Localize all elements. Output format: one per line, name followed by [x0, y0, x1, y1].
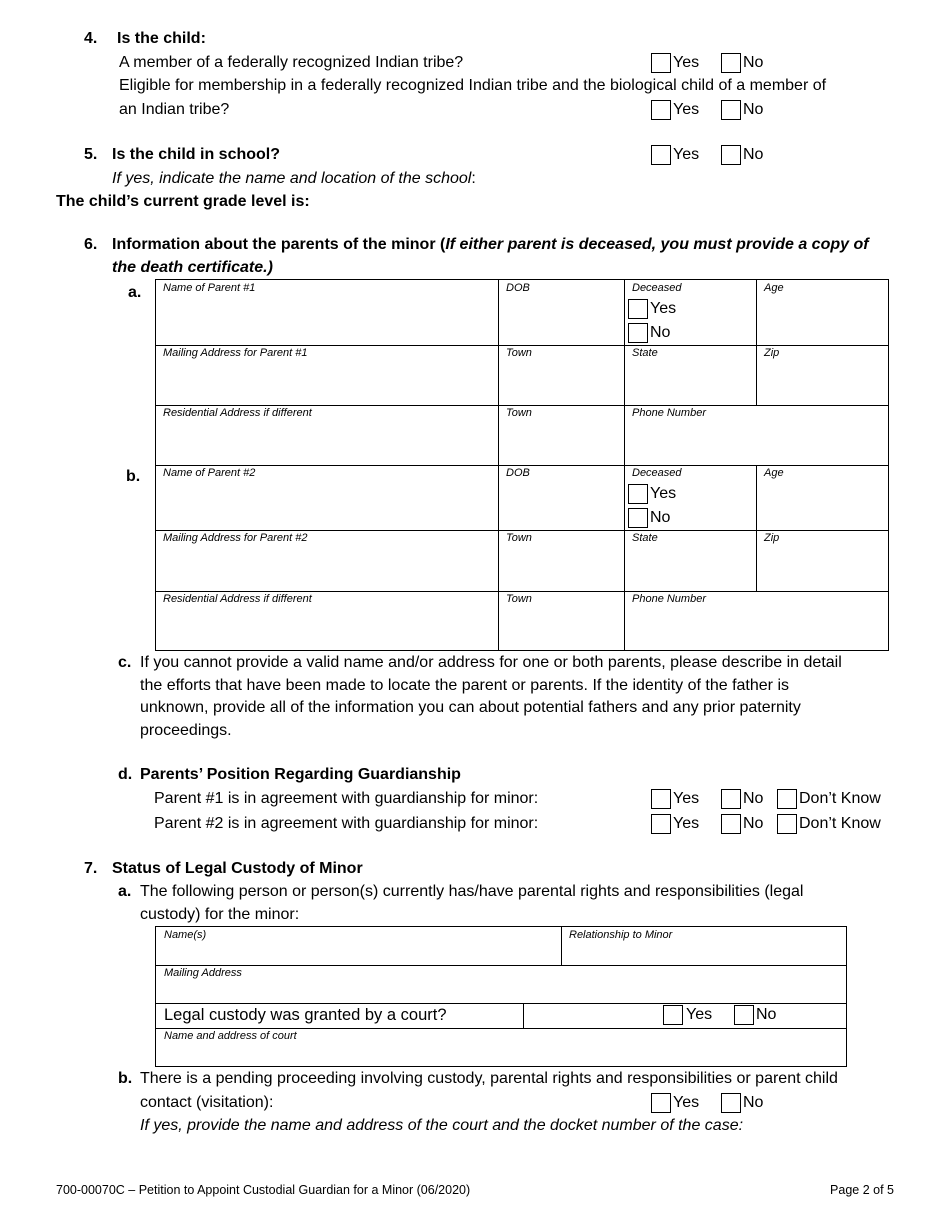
parent2-zip-field[interactable]: Zip [764, 532, 780, 544]
checkbox[interactable] [628, 508, 648, 528]
q6d-parent1-yes[interactable]: Yes [651, 789, 699, 809]
q6d-parent2-no[interactable]: No [721, 814, 763, 834]
footer-page-number: Page 2 of 5 [830, 1183, 894, 1197]
q6c-line2: the efforts that have been made to locate the parent or parents. If the identity of the father is [140, 677, 789, 694]
q7-title: Status of Legal Custody of Minor [112, 860, 363, 877]
checkbox[interactable] [734, 1005, 754, 1025]
custody-names-field[interactable]: Name(s) [164, 929, 207, 941]
q6d-parent2: Parent #2 is in agreement with guardianship for minor: [154, 815, 539, 832]
parent1-residential-field[interactable]: Residential Address if different [163, 407, 312, 419]
checkbox[interactable] [651, 145, 671, 165]
q6-title: Information about the parents of the minor (If either parent is deceased, you must provide a copy of [112, 236, 869, 253]
parent2-residential-town-field[interactable]: Town [506, 593, 532, 605]
q4-line2b: an Indian tribe? [119, 101, 230, 118]
checkbox[interactable] [721, 1093, 741, 1113]
q6c-label: c. [118, 654, 132, 671]
q7b-line1: There is a pending proceeding involving custody, parental rights and responsibilities or parent child [140, 1070, 838, 1087]
q4-line2-yes[interactable]: Yes [651, 100, 699, 120]
q6d-parent2-yes[interactable]: Yes [651, 814, 699, 834]
parent1-age-field[interactable]: Age [764, 282, 784, 294]
parent1-deceased-yes[interactable]: Yes [628, 299, 676, 319]
q7b-line2: contact (visitation): [140, 1094, 274, 1111]
checkbox[interactable] [628, 299, 648, 319]
checkbox[interactable] [721, 814, 741, 834]
q4-line1-no[interactable]: No [721, 53, 763, 73]
parents-table [155, 279, 889, 651]
parent1-phone-field[interactable]: Phone Number [632, 407, 706, 419]
q7b-yes[interactable]: Yes [651, 1093, 699, 1113]
q6d-parent1: Parent #1 is in agreement with guardianship for minor: [154, 790, 539, 807]
q5-no[interactable]: No [721, 145, 763, 165]
parent1-dob-field[interactable]: DOB [506, 282, 530, 294]
checkbox[interactable] [721, 53, 741, 73]
q7b-no[interactable]: No [721, 1093, 763, 1113]
q6-number: 6. [84, 236, 98, 253]
q6d-parent1-no[interactable]: No [721, 789, 763, 809]
q6c-line3: unknown, provide all of the information you can about potential fathers and any prior paternity [140, 699, 801, 716]
q4-line2-no[interactable]: No [721, 100, 763, 120]
checkbox[interactable] [651, 1093, 671, 1113]
q6d-label: d. [118, 766, 133, 783]
q6-title-cont: the death certificate.) [112, 259, 273, 276]
q4-line2a: Eligible for membership in a federally recognized Indian tribe and the biological child of a member of [119, 77, 827, 94]
parent2-residential-field[interactable]: Residential Address if different [163, 593, 312, 605]
checkbox[interactable] [721, 145, 741, 165]
checkbox[interactable] [651, 814, 671, 834]
q6d-parent1-dont-know[interactable]: Don’t Know [777, 789, 881, 809]
parent2-deceased-label: Deceased [632, 467, 682, 479]
parent2-deceased-yes[interactable]: Yes [628, 484, 676, 504]
checkbox[interactable] [777, 814, 797, 834]
parent1-deceased-label: Deceased [632, 282, 682, 294]
q6d-parent2-dont-know[interactable]: Don’t Know [777, 814, 881, 834]
q4-title: Is the child: [117, 30, 206, 47]
court-granted-question: Legal custody was granted by a court? [164, 1006, 447, 1024]
q6d-title: Parents’ Position Regarding Guardianship [140, 766, 461, 783]
parent1-mailing-field[interactable]: Mailing Address for Parent #1 [163, 347, 308, 359]
parent2-name-field[interactable]: Name of Parent #2 [163, 467, 256, 479]
custody-table [155, 926, 847, 1067]
q7a-line2: custody) for the minor: [140, 906, 300, 923]
q7b-label: b. [118, 1070, 133, 1087]
parent2-deceased-no[interactable]: No [628, 508, 670, 528]
footer-form-id: 700-00070C – Petition to Appoint Custodial Guardian for a Minor (06/2020) [56, 1183, 471, 1197]
court-name-address-field[interactable]: Name and address of court [164, 1030, 297, 1042]
checkbox[interactable] [628, 323, 648, 343]
q6-b-label: b. [126, 468, 141, 485]
parent2-phone-field[interactable]: Phone Number [632, 593, 706, 605]
q6-a-label: a. [128, 284, 142, 301]
q5-yes[interactable]: Yes [651, 145, 699, 165]
parent2-dob-field[interactable]: DOB [506, 467, 530, 479]
q4-line1-yes[interactable]: Yes [651, 53, 699, 73]
custody-relationship-field[interactable]: Relationship to Minor [569, 929, 673, 941]
checkbox[interactable] [651, 789, 671, 809]
q5-title: Is the child in school? [112, 146, 281, 163]
parent1-town-field[interactable]: Town [506, 347, 532, 359]
q6c-line1: If you cannot provide a valid name and/or address for one or both parents, please describe in detail [140, 654, 842, 671]
q4-number: 4. [84, 30, 98, 47]
custody-mailing-field[interactable]: Mailing Address [164, 967, 242, 979]
checkbox[interactable] [663, 1005, 683, 1025]
checkbox[interactable] [628, 484, 648, 504]
parent1-name-field[interactable]: Name of Parent #1 [163, 282, 256, 294]
parent2-age-field[interactable]: Age [764, 467, 784, 479]
q7-number: 7. [84, 860, 98, 877]
checkbox[interactable] [721, 100, 741, 120]
parent1-zip-field[interactable]: Zip [764, 347, 780, 359]
parent2-town-field[interactable]: Town [506, 532, 532, 544]
q7a-label: a. [118, 883, 132, 900]
q7b-line3: If yes, provide the name and address of the court and the docket number of the case: [140, 1117, 744, 1134]
checkbox[interactable] [651, 100, 671, 120]
checkbox[interactable] [721, 789, 741, 809]
q5-grade-label: The child’s current grade level is: [56, 193, 310, 210]
parent2-mailing-field[interactable]: Mailing Address for Parent #2 [163, 532, 308, 544]
q5-number: 5. [84, 146, 98, 163]
checkbox[interactable] [651, 53, 671, 73]
checkbox[interactable] [777, 789, 797, 809]
q7a-line1: The following person or person(s) currently has/have parental rights and responsibilities (legal [140, 883, 804, 900]
q4-line1: A member of a federally recognized Indian tribe? [119, 54, 464, 71]
court-granted-yes[interactable]: Yes [663, 1005, 712, 1025]
parent1-residential-town-field[interactable]: Town [506, 407, 532, 419]
court-granted-no[interactable]: No [734, 1005, 776, 1025]
q5-school-prompt: If yes, indicate the name and location of the school: [112, 170, 476, 187]
parent2-state-field[interactable]: State [632, 532, 658, 544]
parent1-deceased-no[interactable]: No [628, 323, 670, 343]
q6c-line4: proceedings. [140, 722, 232, 739]
parent1-state-field[interactable]: State [632, 347, 658, 359]
